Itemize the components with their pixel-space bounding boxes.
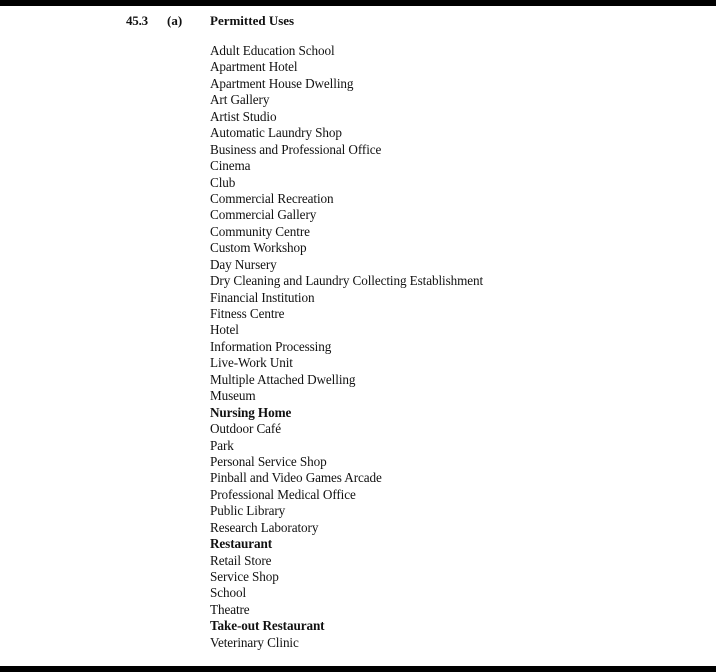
permitted-use-item: Veterinary Clinic	[210, 634, 299, 650]
permitted-use-item: Information Processing	[210, 338, 332, 354]
permitted-use-item: Park	[210, 437, 234, 453]
permitted-use-item: Fitness Centre	[210, 306, 285, 321]
permitted-use-item: Theatre	[210, 601, 250, 617]
permitted-use-item: Personal Service Shop	[210, 453, 327, 469]
document-page	[0, 6, 716, 666]
permitted-use-item: Multiple Attached Dwelling	[210, 371, 356, 387]
permitted-use-item: Community Centre	[210, 223, 310, 239]
permitted-use-item: Art Gallery	[210, 92, 270, 108]
permitted-use-item: Business and Professional Office	[210, 141, 382, 157]
subsection-label: (a)	[167, 13, 183, 28]
permitted-use-item: Research Laboratory	[210, 519, 319, 535]
permitted-use-item: Club	[210, 174, 236, 190]
permitted-use-item: Pinball and Video Games Arcade	[210, 470, 382, 486]
permitted-use-item: Public Library	[210, 503, 286, 519]
permitted-use-item: Museum	[210, 388, 256, 404]
permitted-use-item: Artist Studio	[210, 108, 277, 124]
permitted-use-item: Take-out Restaurant	[210, 618, 325, 634]
permitted-use-item: Commercial Gallery	[210, 207, 317, 223]
section-number: 45.3	[126, 13, 148, 28]
permitted-use-item: Apartment House Dwelling	[210, 75, 354, 91]
permitted-use-item: Retail Store	[210, 552, 272, 568]
permitted-use-item: Live-Work Unit	[210, 355, 293, 371]
permitted-use-item: School	[210, 585, 247, 601]
permitted-uses-list	[210, 43, 483, 651]
permitted-use-item: Financial Institution	[210, 289, 315, 305]
permitted-use-item: Restaurant	[210, 536, 273, 552]
permitted-use-item: Nursing Home	[210, 404, 292, 420]
permitted-use-item: Outdoor Café	[210, 421, 281, 437]
permitted-use-item: Service Shop	[210, 569, 279, 584]
permitted-use-item: Hotel	[210, 322, 239, 338]
permitted-use-item: Custom Workshop	[210, 240, 307, 256]
permitted-use-item: Automatic Laundry Shop	[210, 125, 342, 141]
permitted-use-item: Cinema	[210, 158, 251, 174]
permitted-use-item: Professional Medical Office	[210, 486, 356, 502]
permitted-use-item: Apartment Hotel	[210, 59, 298, 75]
permitted-use-item: Commercial Recreation	[210, 190, 334, 206]
permitted-use-item: Day Nursery	[210, 256, 277, 272]
permitted-use-item: Dry Cleaning and Laundry Collecting Establishment	[210, 273, 484, 289]
permitted-use-item: Adult Education School	[210, 43, 335, 58]
section-title: Permitted Uses	[210, 13, 295, 28]
